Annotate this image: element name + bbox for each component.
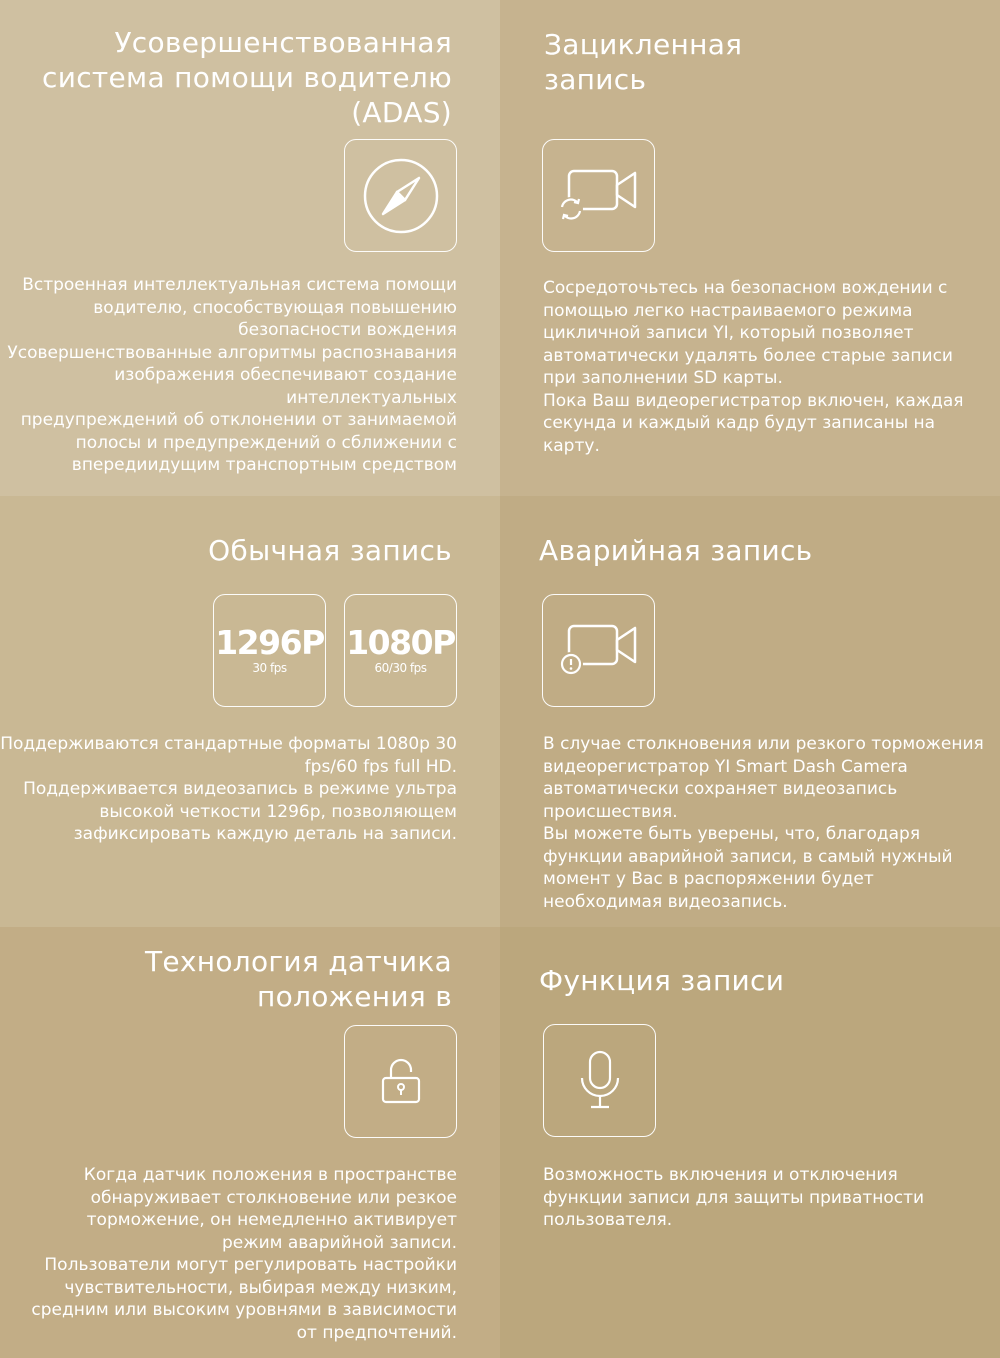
g-sensor-text-line: от предпочтений. <box>296 1322 457 1343</box>
normal-text-line: Поддерживаются стандартные форматы 1080p 30 <box>0 734 457 754</box>
fps-label: 60/30 fps <box>374 661 427 675</box>
adas-text-line: Встроенная интеллектуальная система помощи <box>22 275 457 295</box>
normal-text-line: Поддерживается видеозапись в режиме ультра <box>23 779 457 799</box>
loop-text-line: Сосредоточьтесь на безопасном вождении с <box>543 278 948 298</box>
adas-text-line: Усовершенствованные алгоритмы распознавания <box>7 342 457 363</box>
resolution-label: 1080P <box>346 623 455 662</box>
loop-text-line: секунда и каждый кадр будут записаны на <box>543 413 936 433</box>
g-sensor-description <box>31 1164 457 1344</box>
fps-label: 30 fps <box>252 661 287 675</box>
loop-recording-title <box>544 27 742 97</box>
video-loop-icon <box>542 139 655 252</box>
loop-text-line: помощью легко настраиваемого режима <box>543 300 913 321</box>
loop-text-line: автоматически удалять более старые записи <box>543 345 953 366</box>
g-sensor-text-line: средним или высоким уровнями в зависимости <box>31 1300 457 1320</box>
emergency-text-line: Вы можете быть уверены, что, благодаря <box>543 824 921 844</box>
adas-title-line: Усовершенствованная <box>114 26 452 59</box>
emergency-text-line: автоматически сохраняет видеозапись <box>543 779 898 799</box>
microphone-icon <box>543 1024 656 1137</box>
emergency-text-line: функции аварийной записи, в самый нужный <box>543 846 953 867</box>
loop-recording-section <box>500 0 1000 496</box>
audio-text-line: пользователя. <box>543 1210 673 1230</box>
adas-text-line: водителю, способствующая повышению <box>93 297 457 318</box>
audio-text-line: функции записи для защиты приватности <box>543 1187 925 1208</box>
adas-title-line: (ADAS) <box>351 96 452 129</box>
loop-text-line: Пока Ваш видеорегистратор включен, каждая <box>543 390 964 411</box>
loop-recording-description <box>543 277 963 457</box>
adas-text-line: изображения обеспечивают создание <box>114 365 457 385</box>
resolution-1080p-badge <box>344 594 457 707</box>
normal-title-line: Обычная запись <box>208 534 452 567</box>
g-sensor-text-line: Пользователи могут регулировать настройки <box>44 1255 457 1275</box>
audio-text-line: Возможность включения и отключения <box>543 1165 898 1185</box>
emergency-recording-title <box>539 533 812 568</box>
emergency-text-line: В случае столкновения или резкого торможения <box>543 734 984 754</box>
compass-icon <box>344 139 457 252</box>
normal-text-line: высокой четкости 1296p, позволяющем <box>99 801 457 822</box>
g-sensor-text-line: Когда датчик положения в пространстве <box>83 1165 457 1185</box>
audio-title-line: Функция записи <box>539 964 785 997</box>
lock-icon <box>344 1025 457 1138</box>
loop-text-line: карту. <box>543 435 600 456</box>
normal-recording-section <box>0 496 500 927</box>
g-sensor-title <box>145 944 452 1014</box>
loop-title-line: Зацикленная <box>544 28 743 61</box>
emergency-text-line: необходимая видеозапись. <box>543 891 788 912</box>
g-sensor-section <box>0 927 500 1358</box>
normal-text-line: зафиксировать каждую деталь на записи. <box>73 824 457 844</box>
audio-recording-section <box>500 927 1000 1358</box>
adas-title <box>42 25 452 130</box>
adas-text-line: интеллектуальных <box>286 387 457 408</box>
adas-text-line: безопасности вождения <box>238 320 457 340</box>
emergency-text-line: момент у Вас в распоряжении будет <box>543 869 874 889</box>
g-sensor-text-line: чувствительности, выбирая между низким, <box>64 1277 457 1298</box>
g-sensor-title-line: положения в <box>257 980 452 1013</box>
resolution-label: 1296P <box>215 623 324 662</box>
emergency-text-line: видеорегистратор YI Smart Dash Camera <box>543 756 908 777</box>
adas-section <box>0 0 500 496</box>
video-alert-icon <box>542 594 655 707</box>
g-sensor-text-line: режим аварийной записи. <box>222 1232 457 1253</box>
audio-recording-title <box>539 963 784 998</box>
normal-recording-description <box>0 733 457 846</box>
g-sensor-title-line: Технология датчика <box>144 945 452 978</box>
adas-description <box>7 274 457 477</box>
g-sensor-text-line: обнаруживает столкновение или резкое <box>90 1187 457 1208</box>
loop-text-line: цикличной записи YI, который позволяет <box>543 323 914 343</box>
adas-text-line: предупреждений об отклонении от занимаемой <box>20 410 457 430</box>
normal-recording-title <box>208 533 452 568</box>
loop-text-line: при заполнении SD карты. <box>543 368 783 388</box>
normal-text-line: fps/60 fps full HD. <box>304 756 457 777</box>
adas-title-line: система помощи водителю <box>42 61 452 94</box>
resolution-1296p-badge <box>213 594 326 707</box>
loop-title-line: запись <box>544 63 647 96</box>
emergency-recording-description <box>543 733 984 913</box>
audio-recording-description <box>543 1164 924 1232</box>
emergency-title-line: Аварийная запись <box>539 534 813 567</box>
emergency-recording-section <box>500 496 1000 927</box>
emergency-text-line: происшествия. <box>543 801 678 822</box>
adas-text-line: полосы и предупреждений о сближении с <box>75 432 457 453</box>
g-sensor-text-line: торможение, он немедленно активирует <box>86 1210 457 1230</box>
adas-text-line: впередиидущим транспортным средством <box>71 455 457 475</box>
